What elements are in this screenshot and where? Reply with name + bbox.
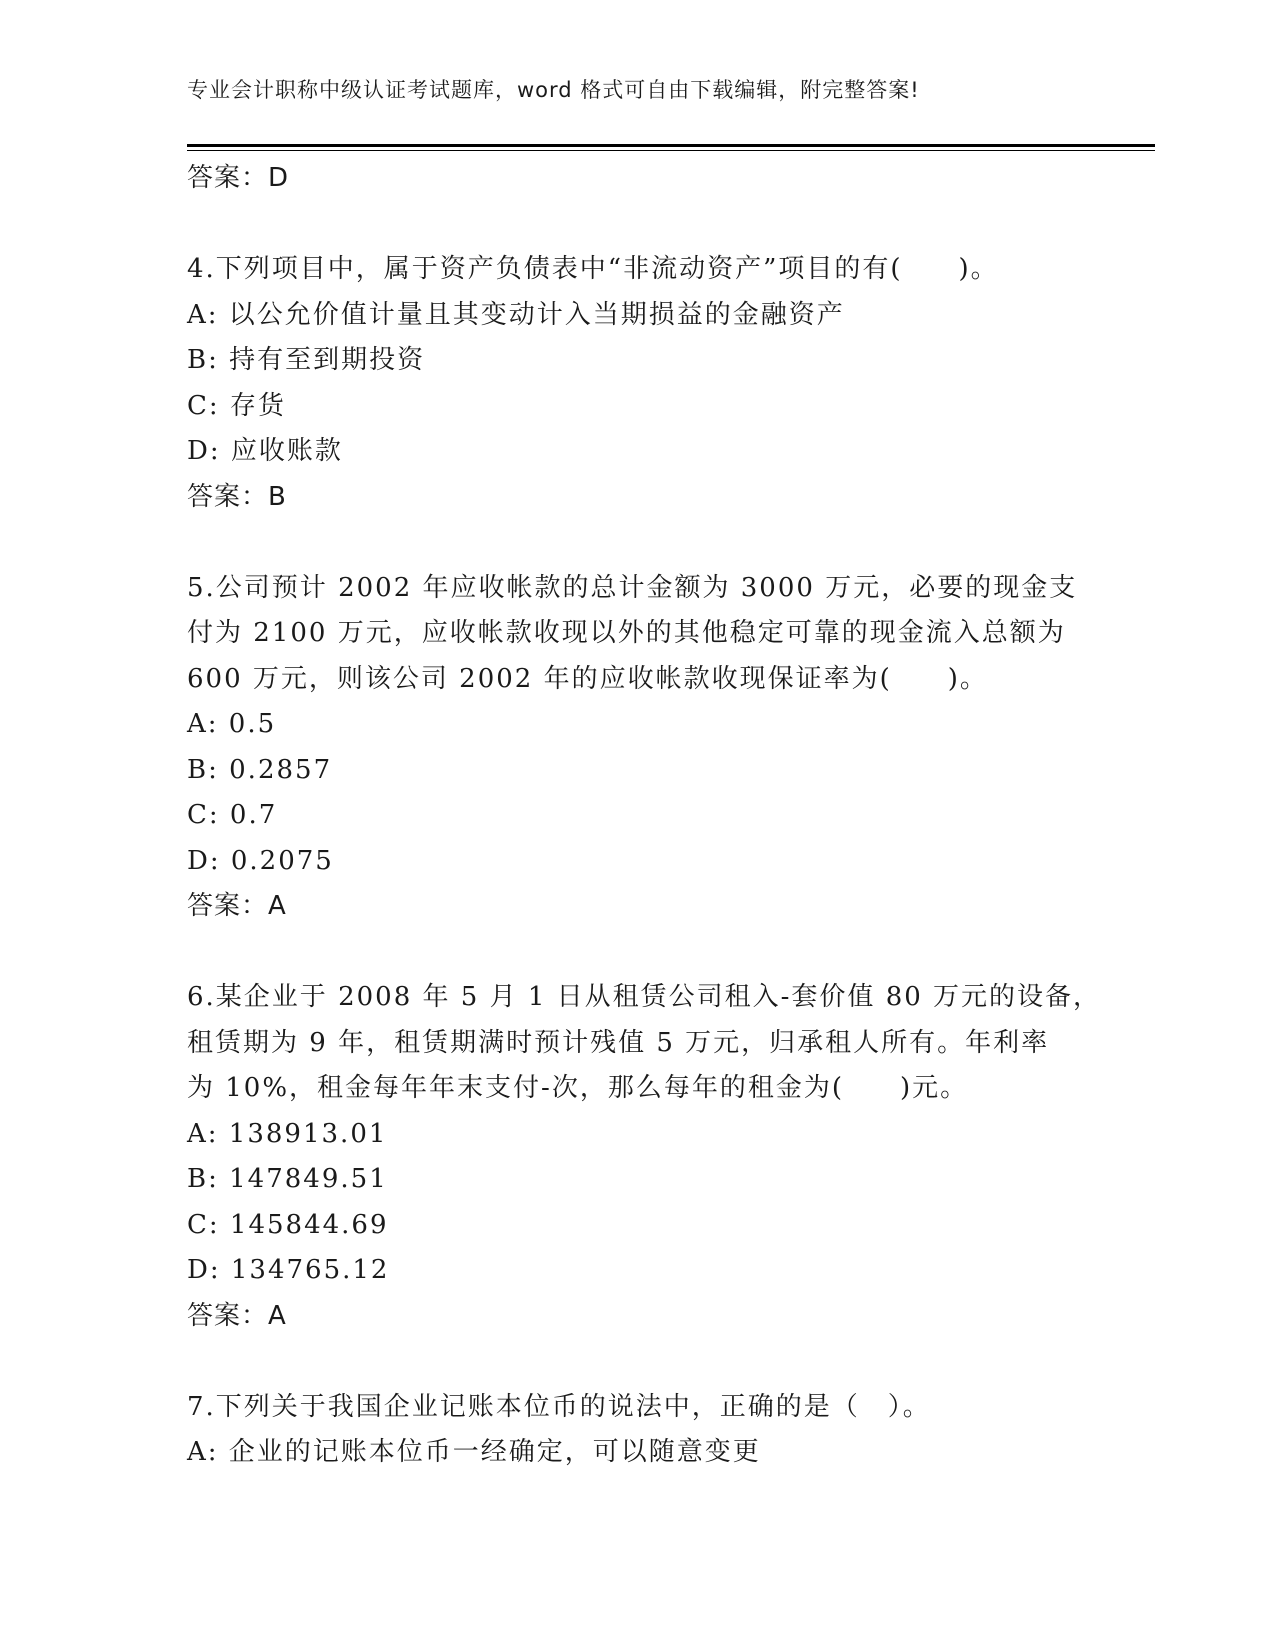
question-6-option-d: D: 134765.12	[187, 1255, 390, 1285]
question-4-option-d: D: 应收账款	[187, 436, 343, 466]
question-6-option-b: B: 147849.51	[187, 1164, 388, 1194]
question-4-stem: 4.下列项目中，属于资产负债表中“非流动资产”项目的有( )。	[187, 254, 999, 284]
question-7-option-a: A: 企业的记账本位币一经确定，可以随意变更	[187, 1437, 761, 1467]
question-5-option-d: D: 0.2075	[187, 845, 334, 876]
question-5	[187, 566, 1087, 930]
question-6-stem-line-1: 6.某企业于 2008 年 5 月 1 日从租赁公司租入-套价值 80 万元的设备，	[187, 982, 1102, 1012]
question-4-option-a: A: 以公允价值计量且其变动计入当期损益的金融资产	[187, 299, 845, 330]
answer-q6: 答案：A	[187, 1300, 287, 1331]
header-rule-thin	[187, 150, 1155, 151]
question-5-option-c: C: 0.7	[187, 800, 278, 830]
question-6-stem-line-2: 租赁期为 9 年，租赁期满时预计残值 5 万元，归承租人所有。年利率	[187, 1027, 1050, 1058]
header-rule-thick	[187, 144, 1155, 147]
answer-q4: 答案：B	[187, 481, 287, 512]
spacer	[187, 520, 1087, 566]
question-4-option-b: B: 持有至到期投资	[187, 345, 426, 375]
question-5-stem-line-1: 5.公司预计 2002 年应收帐款的总计金额为 3000 万元，必要的现金支	[187, 572, 1078, 603]
question-5-option-b: B: 0.2857	[187, 754, 333, 785]
question-5-stem-line-2: 付为 2100 万元，应收帐款收现以外的其他稳定可靠的现金流入总额为	[187, 618, 1066, 648]
question-6	[187, 975, 1102, 1339]
answer-q5: 答案：A	[187, 891, 287, 921]
question-6-option-a: A: 138913.01	[187, 1118, 388, 1149]
spacer	[187, 930, 1087, 976]
spacer	[187, 202, 1087, 248]
question-6-stem-line-3: 为 10%，租金每年年末支付-次，那么每年的租金为( )元。	[187, 1073, 969, 1103]
answer-q3: 答案：D	[187, 163, 290, 193]
question-4	[187, 247, 1087, 520]
question-list	[187, 156, 1102, 1476]
question-6-option-c: C: 145844.69	[187, 1209, 389, 1240]
spacer	[187, 1339, 1087, 1385]
question-4-option-c: C: 存货	[187, 390, 286, 421]
page-header: 专业会计职称中级认证考试题库，word 格式可自由下载编辑，附完整答案!	[187, 78, 920, 102]
question-5-stem-line-3: 600 万元，则该公司 2002 年的应收帐款收现保证率为( )。	[187, 663, 988, 694]
question-5-option-a: A: 0.5	[187, 709, 277, 739]
question-7-stem: 7.下列关于我国企业记账本位币的说法中，正确的是（ ）。	[187, 1391, 931, 1422]
question-7	[187, 1385, 1087, 1476]
